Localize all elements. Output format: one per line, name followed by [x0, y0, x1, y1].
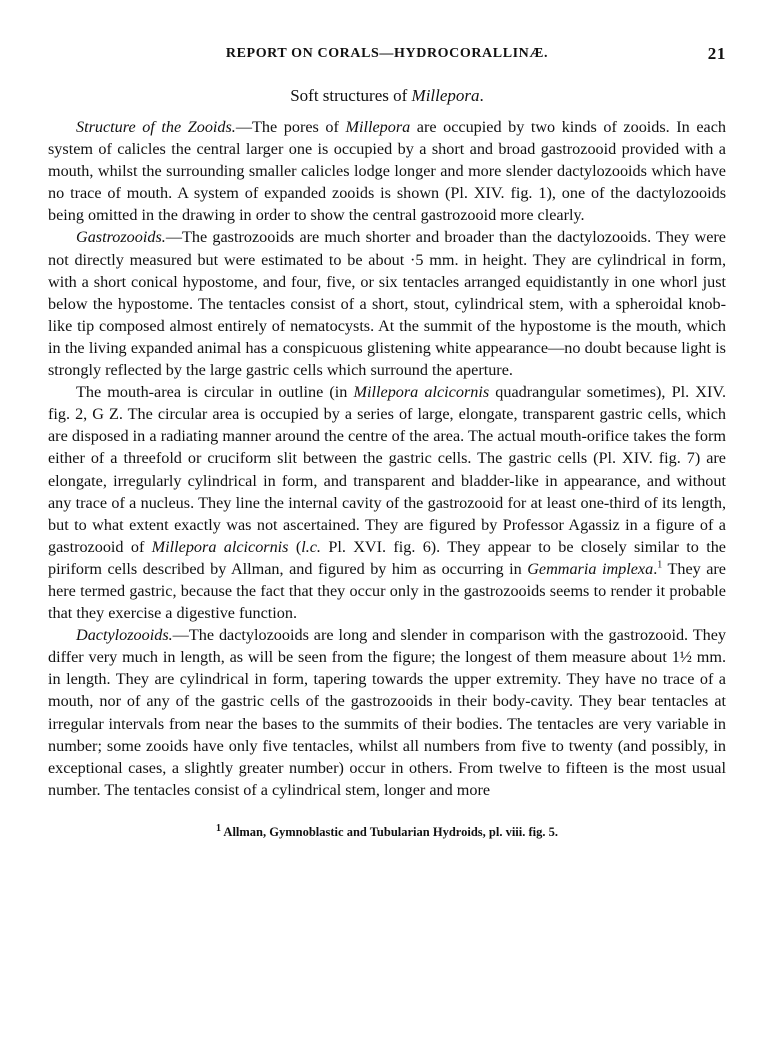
taxon-name: Gemmaria implexa [527, 559, 654, 578]
paragraph-text: The mouth-area is circular in outline (in [76, 383, 354, 402]
taxon-name: Millepora alcicornis [151, 537, 289, 556]
page-number: 21 [707, 44, 726, 63]
paragraph-text: Pl. XVI. fig. 6). They appear to be closely similar to the piriform cells described by Allman, and figured by him as occurring in [48, 537, 726, 578]
footnote [48, 822, 726, 840]
run-in-heading-dactylozooids: Dactylozooids. [76, 626, 173, 645]
paragraph-dactylozooids [48, 624, 726, 801]
running-head [48, 44, 726, 68]
section-title-genus: Millepora [411, 86, 480, 105]
section-title [48, 86, 726, 106]
taxon-name: Millepora alcicornis [353, 383, 490, 402]
paragraph-text: are occupied by two kinds of zooids. In each system of calicles the central larger one is occupied by a short and broad gastrozooid provided with a mouth, whilst the surrounding smaller calicles lodge longer and more slender dactylozooids which have no trace of mouth. A system of expanded zooids is shown (Pl. XIV. fig. 1), one of the dactylozooids being omitted in the drawing in order to show the central gastrozooid more clearly. [48, 118, 726, 225]
paragraph-text: —The dactylozooids are long and slender in comparison with the gastrozooid. They differ very much in length, as will be seen from the figure; the longest of them measure about 1½ mm. in length. They are cylindrical in form, tapering towards the upper extremity. They have no trace of a mouth, nor of any of the gastric cells of the gastrozooids in their body-cavity. They bear tentacles at irregular intervals from near the bases to the summits of their bodies. The tentacles are very variable in number; some zooids have only five tentacles, whilst all numbers from five to twenty (and possibly, in exceptional cases, a slightly greater number) occur in others. From twelve to fifteen is the most usual number. The tentacles consist of a cylindrical stem, longer and more [48, 626, 726, 799]
section-title-prefix: Soft structures of [290, 86, 412, 105]
run-in-heading-gastrozooids: Gastrozooids. [76, 228, 166, 247]
paragraph-text: . [653, 559, 658, 578]
paragraph-text: ( [288, 537, 302, 556]
citation-abbrev: l.c. [301, 537, 321, 556]
run-in-heading-zooids: Structure of the Zooids. [76, 118, 236, 136]
page [48, 44, 726, 840]
paragraph-zooids [48, 116, 726, 226]
footnote-text: Allman, Gymnoblastic and Tubularian Hydroids, pl. viii. fig. 5. [220, 824, 559, 839]
section-title-suffix: . [479, 86, 484, 105]
paragraph-gastrozooids [48, 226, 726, 381]
paragraph-text: They are here termed gastric, because the fact that they occur only in the gastrozooids seems to render it probable that they exercise a digestive function. [48, 559, 726, 623]
running-title: REPORT ON CORALS—HYDROCORALLINÆ. [225, 46, 549, 61]
paragraph-text: —The pores of [235, 118, 346, 136]
taxon-name: Millepora [345, 118, 411, 136]
footnote-reference[interactable]: 1 [657, 559, 663, 571]
footnote-mark: 1 [215, 822, 221, 834]
paragraph-text: —The gastrozooids are much shorter and broader than the dactylozooids. They were not directly measured but were estimated to be about ·5 mm. in height. They are cylindrical in form, with a short conical hypostome, and four, five, or six tentacles arranged equidistantly in one whorl just below the hypostome. The tentacles consist of a short, stout, cylindrical stem, with a spheroidal knob-like tip composed almost entirely of nematocysts. At the summit of the hypostome is the mouth, which in the living expanded animal has a conspicuous glistening white appearance—no doubt because light is strongly reflected by the large gastric cells which surround the aperture. [48, 228, 726, 380]
paragraph-text: quadrangular sometimes), Pl. XIV. fig. 2, G Z. The circular area is occupied by a series of large, elongate, transparent gastric cells, which are disposed in a radiating manner around the centre of the area. The actual mouth-orifice takes the form either of a threefold or cruciform slit between the gastric cells. The gastric cells (Pl. XIV. fig. 7) are elongate, irregularly cylindrical in form, and transparent and bladder-like in appearance, and without any trace of a nucleus. They line the internal cavity of the gastrozooid for at least one-third of its length, but to what extent exactly was not ascertained. They are figured by Professor Agassiz in a figure of a gastrozooid of [48, 383, 727, 556]
paragraph-mouth-area [48, 381, 726, 624]
